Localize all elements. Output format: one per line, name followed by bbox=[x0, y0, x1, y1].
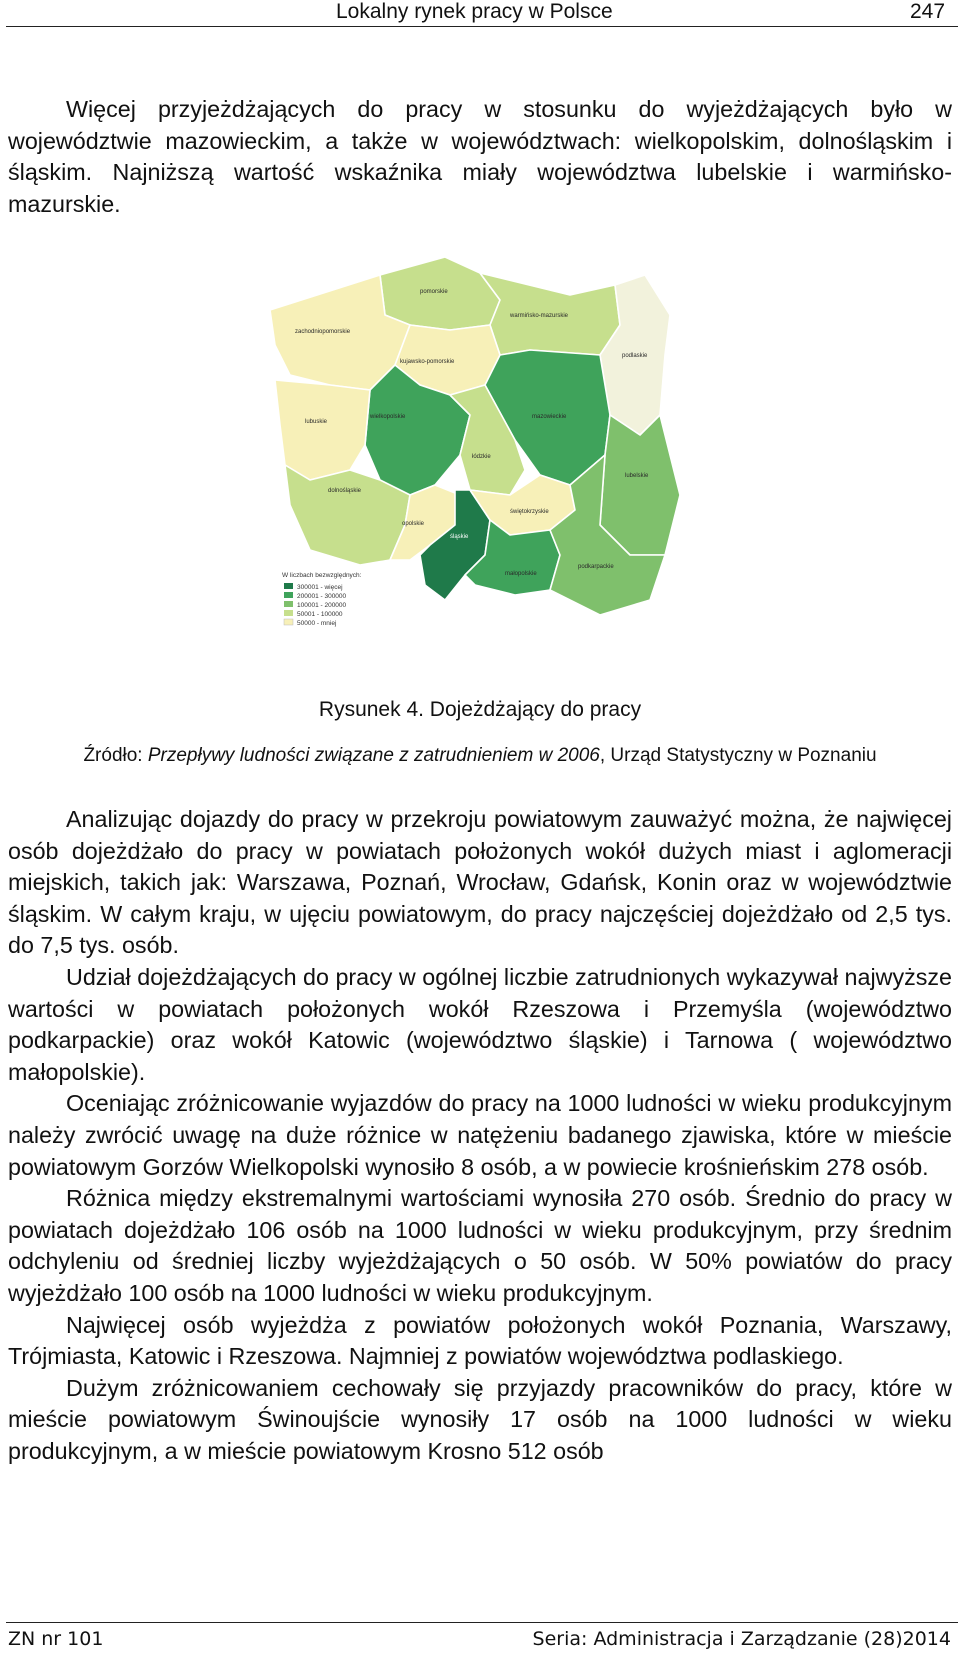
legend-label: 50001 - 100000 bbox=[297, 611, 343, 618]
label-warminsko-mazurskie: warmińsko-mazurskie bbox=[510, 313, 569, 319]
body-text bbox=[8, 804, 952, 1467]
body-paragraph: Najwięcej osób wyjeżdża z powiatów położonych wokół Poznania, Warszawy, Trójmiasta, Katowic i Rzeszowa. Najmniej z powiatów województwa podlaskiego. bbox=[8, 1311, 952, 1370]
legend-item bbox=[284, 583, 343, 591]
footer-series: Seria: Administracja i Zarządzanie (28)2014 bbox=[532, 1628, 951, 1650]
legend-swatch bbox=[284, 601, 293, 607]
legend-swatch bbox=[284, 583, 293, 589]
region-lubuskie bbox=[275, 380, 370, 480]
running-header bbox=[0, 0, 960, 28]
label-lubelskie: lubelskie bbox=[625, 473, 649, 479]
label-swietokrzyskie: świętokrzyskie bbox=[510, 509, 549, 515]
region-lubelskie bbox=[600, 415, 680, 555]
label-malopolskie: małopolskie bbox=[505, 571, 537, 577]
label-wielkopolskie: wielkopolskie bbox=[370, 414, 406, 420]
legend-label: 100001 - 200000 bbox=[297, 602, 347, 609]
label-dolnoslaskie: dolnośląskie bbox=[328, 488, 362, 494]
figure-caption: Rysunek 4. Dojeżdżający do pracy bbox=[318, 698, 642, 721]
label-podkarpackie: podkarpackie bbox=[578, 564, 614, 570]
body-paragraph: Analizując dojazdy do pracy w przekroju powiatowym zauważyć można, że najwięcej osób dojeżdżało do pracy w powiatach położonych wokół dużych miast i aglomeracji miejskich, takich jak: Warszawa, Poznań, Wrocław, Gdańsk, Konin oraz w województwie śląskim. W całym kraju, w ujęciu powiatowym, do pracy najczęściej dojeżdżało od 2,5 tys. do 7,5 tys. osób. bbox=[8, 806, 952, 959]
legend-swatch bbox=[284, 592, 293, 598]
legend-item bbox=[284, 610, 343, 618]
map-legend bbox=[282, 572, 362, 627]
label-kujawsko-pomorskie: kujawsko-pomorskie bbox=[400, 359, 455, 365]
label-mazowieckie: mazowieckie bbox=[532, 414, 567, 420]
label-opolskie: opolskie bbox=[402, 521, 425, 527]
body-paragraph: Różnica między ekstremalnymi wartościami wynosiła 270 osób. Średnio do pracy w powiatach dojeżdżało 106 osób na 1000 ludności w wieku produkcyjnym, przy średnim odchyleniu od średniej liczby wyjeżdżających o 50 osób. W 50% powiatów do pracy wyjeżdżało 100 osób na 1000 ludności w wieku produkcyjnym. bbox=[8, 1185, 952, 1306]
running-title: Lokalny rynek pracy w Polsce bbox=[336, 0, 613, 23]
legend-title: W liczbach bezwzględnych: bbox=[282, 572, 362, 579]
intro-paragraph: Więcej przyjeżdżających do pracy w stosunku do wyjeżdżających było w województwie mazowieckim, a także w województwach: wielkopolskim, dolnośląskim i śląskim. Najniższą wartość wskaźnika miały województwa lubelskie i warmińsko-mazurskie. bbox=[8, 96, 952, 217]
body-paragraph: Oceniając zróżnicowanie wyjazdów do pracy na 1000 ludności w wieku produkcyjnym należy zwrócić uwagę na duże różnice w natężeniu badanego zjawiska, które w mieście powiatowym Gorzów Wielkopolski wynosiło 8 osób, a w powiecie krośnieńskim 278 osób. bbox=[8, 1090, 952, 1180]
legend-label: 50000 - mniej bbox=[297, 620, 337, 627]
legend-label: 200001 - 300000 bbox=[297, 593, 347, 600]
label-zachodniopomorskie: zachodniopomorskie bbox=[295, 329, 351, 335]
legend-label: 300001 - więcej bbox=[297, 584, 343, 591]
body-paragraph: Udział dojeżdżających do pracy w ogólnej liczbie zatrudnionych wykazywał najwyższe wartości w powiatach położonych wokół Rzeszowa i Przemyśla (województwo podkarpackie) oraz wokół Katowic (województwo śląskie) i Tarnowa ( województwo małopolskie). bbox=[8, 963, 952, 1085]
source-title: Przepływy ludności związane z zatrudnieniem w 2006 bbox=[147, 745, 600, 766]
legend-item bbox=[284, 592, 347, 600]
legend-item bbox=[284, 619, 336, 627]
label-podlaskie: podlaskie bbox=[622, 353, 648, 359]
footer-rule bbox=[6, 1622, 958, 1623]
footer-journal: ZN nr 101 bbox=[8, 1628, 104, 1650]
voivodeship-map bbox=[270, 255, 710, 665]
label-lubuskie: lubuskie bbox=[305, 419, 328, 425]
legend-swatch bbox=[284, 610, 293, 616]
label-pomorskie: pomorskie bbox=[420, 289, 448, 295]
source-prefix: Źródło: bbox=[83, 745, 148, 766]
legend-swatch bbox=[284, 619, 293, 625]
body-paragraph: Dużym zróżnicowaniem cechowały się przyjazdy pracowników do pracy, które w mieście powiatowym Świnoujście wynosiły 17 osób na 1000 ludności w wieku produkcyjnym, a w mieście powiatowym Krosno 512 osób bbox=[8, 1374, 952, 1464]
figure-source bbox=[0, 745, 960, 767]
header-rule bbox=[6, 26, 958, 27]
label-slaskie: śląskie bbox=[450, 534, 469, 540]
legend-item bbox=[284, 601, 347, 609]
source-suffix: , Urząd Statystyczny w Poznaniu bbox=[599, 745, 877, 766]
page-number: 247 bbox=[910, 0, 946, 23]
label-lodzkie: łódzkie bbox=[472, 454, 491, 460]
